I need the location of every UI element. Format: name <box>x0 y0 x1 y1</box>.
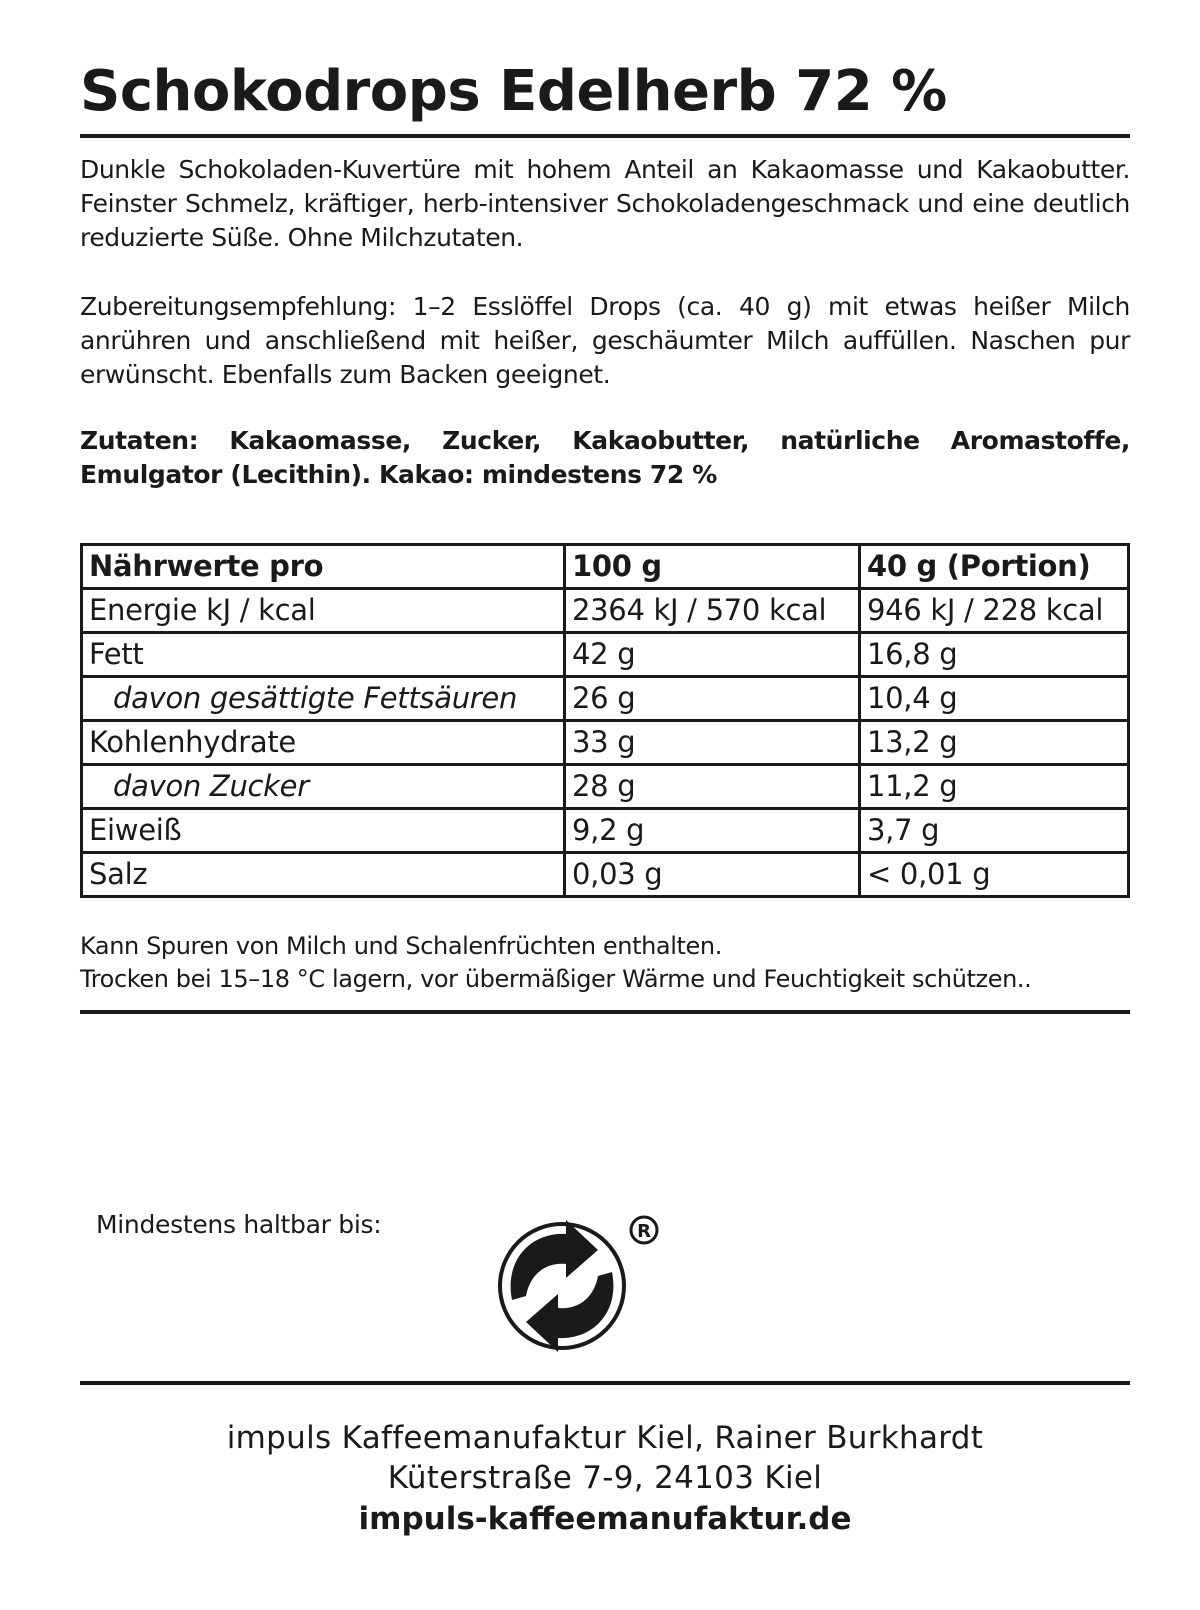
nutrient-value-portion: 10,4 g <box>860 677 1129 721</box>
table-row <box>82 809 1129 853</box>
green-dot-recycling-icon <box>496 1210 666 1352</box>
product-title: Schokodrops Edelherb 72 % <box>80 59 947 124</box>
allergen-note: Kann Spuren von Milch und Schalenfrüchten enthalten. <box>80 932 722 960</box>
company-address: Küterstraße 7-9, 24103 Kiel <box>387 1460 823 1496</box>
preparation-text: Zubereitungsempfehlung: 1–2 Esslöffel Drops (ca. 40 g) mit etwas heißer Milch anrühren und anschließend mit heißer, geschäumter Milch auffüllen. Naschen pur erwünscht. Ebenfalls zum Backen geeignet. <box>80 292 1130 389</box>
nutrient-value-100g: 0,03 g <box>565 853 860 897</box>
nutrition-table <box>80 543 1130 898</box>
product-description: Dunkle Schokoladen-Kuvertüre mit hohem Anteil an Kakaomasse und Kakaobutter. Feinster Schmelz, kräftiger, herb-intensiver Schokoladengeschmack und eine deutlich reduzierte Süße. Ohne Milchzutaten. <box>80 155 1130 252</box>
table-row <box>82 721 1129 765</box>
svg-text:R: R <box>637 1221 651 1242</box>
nutrient-name: davon Zucker <box>82 765 565 809</box>
nutrient-value-100g: 28 g <box>565 765 860 809</box>
table-row <box>82 677 1129 721</box>
nutrient-value-portion: 11,2 g <box>860 765 1129 809</box>
nutrient-name: Eiweiß <box>82 809 565 853</box>
footer-divider <box>80 1381 1130 1385</box>
nutrient-value-100g: 33 g <box>565 721 860 765</box>
nutrient-name: Salz <box>82 853 565 897</box>
nutrition-header-portion: 40 g (Portion) <box>860 545 1129 589</box>
nutrient-value-portion: < 0,01 g <box>860 853 1129 897</box>
storage-note: Trocken bei 15–18 °C lagern, vor übermäßiger Wärme und Feuchtigkeit schützen.. <box>80 965 1032 993</box>
nutrient-name: Kohlenhydrate <box>82 721 565 765</box>
company-name: impuls Kaffeemanufaktur Kiel, Rainer Burkhardt <box>226 1420 984 1456</box>
nutrient-value-100g: 42 g <box>565 633 860 677</box>
nutrient-value-portion: 946 kJ / 228 kcal <box>860 589 1129 633</box>
nutrient-value-100g: 2364 kJ / 570 kcal <box>565 589 860 633</box>
company-website: impuls-kaffeemanufaktur.de <box>358 1501 852 1537</box>
nutrient-name: Energie kJ / kcal <box>82 589 565 633</box>
table-row <box>82 633 1129 677</box>
table-row <box>82 765 1129 809</box>
nutrient-name: davon gesättigte Fettsäuren <box>82 677 565 721</box>
ingredients-text: Zutaten: Kakaomasse, Zucker, Kakaobutter, natürliche Aromastoffe, Emulgator (Lecithin). Kakao: mindestens 72 % <box>80 426 1130 489</box>
nutrient-value-portion: 3,7 g <box>860 809 1129 853</box>
table-row <box>82 853 1129 897</box>
nutrient-name: Fett <box>82 633 565 677</box>
best-before-label: Mindestens haltbar bis: <box>96 1210 382 1239</box>
nutrient-value-100g: 9,2 g <box>565 809 860 853</box>
nutrition-header-row <box>82 545 1129 589</box>
nutrition-header-100g: 100 g <box>565 545 860 589</box>
nutrient-value-portion: 16,8 g <box>860 633 1129 677</box>
title-divider <box>80 134 1130 138</box>
table-row <box>82 589 1129 633</box>
nutrition-header-label: Nährwerte pro <box>82 545 565 589</box>
nutrient-value-100g: 26 g <box>565 677 860 721</box>
notes-divider <box>80 1010 1130 1014</box>
nutrient-value-portion: 13,2 g <box>860 721 1129 765</box>
